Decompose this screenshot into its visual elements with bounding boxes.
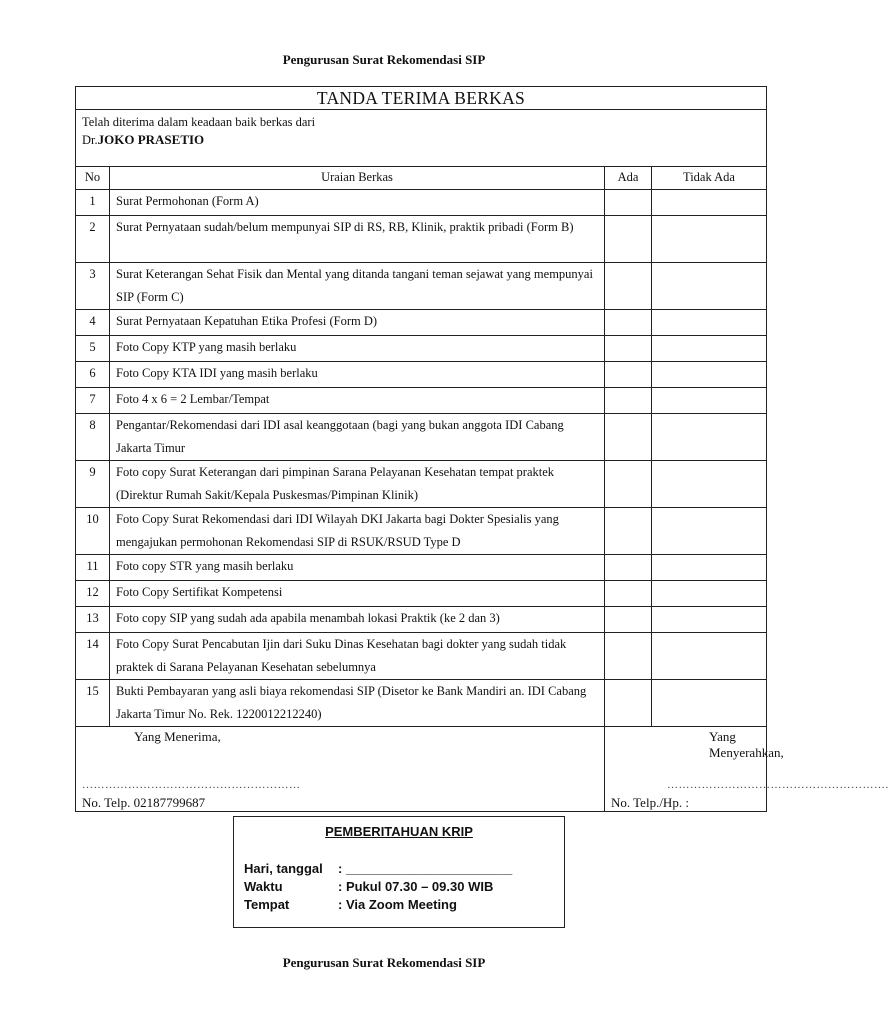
krip-date-label: Hari, tanggal — [244, 861, 323, 876]
column-header-desc: Uraian Berkas — [110, 167, 605, 190]
receiver-signature-line: ………………………………………………… — [82, 779, 301, 791]
item-tidak-ada-checkbox[interactable] — [652, 633, 767, 680]
krip-row-date — [244, 861, 512, 876]
item-description: Foto copy Surat Keterangan dari pimpinan Sarana Pelayanan Kesehatan tempat praktek (Direktur Rumah Sakit/Kepala Puskesmas/Pimpinan Klinik) — [110, 461, 605, 508]
item-tidak-ada-checkbox[interactable] — [652, 680, 767, 727]
item-description: Surat Permohonan (Form A) — [110, 190, 605, 216]
column-header-ada: Ada — [605, 167, 652, 190]
applicant-name: JOKO PRASETIO — [97, 132, 205, 147]
item-ada-checkbox[interactable] — [605, 216, 652, 263]
item-number: 10 — [76, 508, 110, 555]
item-number: 12 — [76, 581, 110, 607]
item-number: 1 — [76, 190, 110, 216]
item-ada-checkbox[interactable] — [605, 336, 652, 362]
item-number: 8 — [76, 414, 110, 461]
submitter-phone: No. Telp./Hp. : — [611, 795, 689, 810]
receiver-cell — [76, 727, 605, 812]
receiver-phone: No. Telp. 02187799687 — [82, 795, 206, 810]
column-header-no: No — [76, 167, 110, 190]
table-header-row — [76, 167, 767, 190]
item-ada-checkbox[interactable] — [605, 680, 652, 727]
table-row — [76, 633, 767, 680]
table-row — [76, 607, 767, 633]
column-header-tidak-ada: Tidak Ada — [652, 167, 767, 190]
item-number: 11 — [76, 555, 110, 581]
item-number: 4 — [76, 310, 110, 336]
krip-time-label: Waktu — [244, 879, 283, 894]
item-ada-checkbox[interactable] — [605, 362, 652, 388]
krip-notice-box — [233, 816, 565, 928]
form-title: TANDA TERIMA BERKAS — [76, 87, 767, 110]
item-description: Surat Pernyataan sudah/belum mempunyai SIP di RS, RB, Klinik, praktik pribadi (Form B) — [110, 216, 605, 263]
received-from-cell — [76, 110, 767, 167]
item-description: Foto copy SIP yang sudah ada apabila menambah lokasi Praktik (ke 2 dan 3) — [110, 607, 605, 633]
krip-place-value: : Via Zoom Meeting — [338, 897, 457, 912]
receipt-form-table — [75, 86, 889, 812]
item-description: Foto Copy Surat Rekomendasi dari IDI Wilayah DKI Jakarta bagi Dokter Spesialis yang mengajukan permohonan Rekomendasi SIP di RSUK/RSUD Type D — [110, 508, 605, 555]
table-row — [76, 555, 767, 581]
krip-time-value: : Pukul 07.30 – 09.30 WIB — [338, 879, 494, 894]
item-tidak-ada-checkbox[interactable] — [652, 461, 767, 508]
received-text: Telah diterima dalam keadaan baik berkas dari — [82, 115, 316, 129]
item-tidak-ada-checkbox[interactable] — [652, 310, 767, 336]
item-tidak-ada-checkbox[interactable] — [652, 263, 767, 310]
item-number: 6 — [76, 362, 110, 388]
krip-row-time — [244, 879, 493, 894]
item-description: Foto Copy KTA IDI yang masih berlaku — [110, 362, 605, 388]
item-ada-checkbox[interactable] — [605, 190, 652, 216]
item-description: Foto 4 x 6 = 2 Lembar/Tempat — [110, 388, 605, 414]
krip-row-place — [244, 897, 457, 912]
item-ada-checkbox[interactable] — [605, 263, 652, 310]
item-ada-checkbox[interactable] — [605, 555, 652, 581]
item-tidak-ada-checkbox[interactable] — [652, 362, 767, 388]
table-row — [76, 508, 767, 555]
table-row — [76, 461, 767, 508]
table-row — [76, 263, 767, 310]
item-tidak-ada-checkbox[interactable] — [652, 555, 767, 581]
table-row — [76, 362, 767, 388]
table-row — [76, 388, 767, 414]
item-ada-checkbox[interactable] — [605, 388, 652, 414]
signature-row — [76, 727, 767, 812]
item-ada-checkbox[interactable] — [605, 461, 652, 508]
table-row — [76, 680, 767, 727]
item-number: 5 — [76, 336, 110, 362]
table-row — [76, 310, 767, 336]
item-tidak-ada-checkbox[interactable] — [652, 216, 767, 263]
item-description: Foto copy STR yang masih berlaku — [110, 555, 605, 581]
item-ada-checkbox[interactable] — [605, 310, 652, 336]
table-row — [76, 581, 767, 607]
item-tidak-ada-checkbox[interactable] — [652, 190, 767, 216]
name-prefix: Dr. — [82, 133, 98, 147]
item-description: Pengantar/Rekomendasi dari IDI asal keanggotaan (bagi yang bukan anggota IDI Cabang Jakarta Timur — [110, 414, 605, 461]
submitter-signature-line: …………………………………………………. — [667, 779, 889, 791]
table-row — [76, 190, 767, 216]
item-ada-checkbox[interactable] — [605, 633, 652, 680]
item-number: 2 — [76, 216, 110, 263]
item-number: 3 — [76, 263, 110, 310]
table-row — [76, 414, 767, 461]
item-description: Surat Keterangan Sehat Fisik dan Mental yang ditanda tangani teman sejawat yang mempunyai SIP (Form C) — [110, 263, 605, 310]
page-footer-title: Pengurusan Surat Rekomendasi SIP — [282, 955, 486, 970]
item-description: Foto Copy Surat Pencabutan Ijin dari Suku Dinas Kesehatan bagi dokter yang sudah tidak praktek di Sarana Pelayanan Kesehatan sebelumnya — [110, 633, 605, 680]
item-description: Foto Copy Sertifikat Kompetensi — [110, 581, 605, 607]
item-number: 13 — [76, 607, 110, 633]
krip-title: PEMBERITAHUAN KRIP — [325, 824, 473, 839]
item-description: Surat Pernyataan Kepatuhan Etika Profesi (Form D) — [110, 310, 605, 336]
item-ada-checkbox[interactable] — [605, 581, 652, 607]
item-tidak-ada-checkbox[interactable] — [652, 581, 767, 607]
item-number: 15 — [76, 680, 110, 727]
item-ada-checkbox[interactable] — [605, 607, 652, 633]
item-number: 7 — [76, 388, 110, 414]
item-tidak-ada-checkbox[interactable] — [652, 607, 767, 633]
item-tidak-ada-checkbox[interactable] — [652, 336, 767, 362]
document-items — [76, 190, 767, 727]
submitter-cell — [605, 727, 889, 812]
table-row — [76, 336, 767, 362]
page-header-title: Pengurusan Surat Rekomendasi SIP — [282, 52, 486, 67]
krip-date-value: : _______________________ — [338, 861, 513, 876]
krip-place-label: Tempat — [244, 897, 290, 912]
item-tidak-ada-checkbox[interactable] — [652, 414, 767, 461]
item-number: 9 — [76, 461, 110, 508]
item-number: 14 — [76, 633, 110, 680]
item-description: Foto Copy KTP yang masih berlaku — [110, 336, 605, 362]
item-ada-checkbox[interactable] — [605, 508, 652, 555]
item-ada-checkbox[interactable] — [605, 414, 652, 461]
item-tidak-ada-checkbox[interactable] — [652, 508, 767, 555]
item-tidak-ada-checkbox[interactable] — [652, 388, 767, 414]
item-description: Bukti Pembayaran yang asli biaya rekomendasi SIP (Disetor ke Bank Mandiri an. IDI Cabang Jakarta Timur No. Rek. 1220012212240) — [110, 680, 605, 727]
table-row — [76, 216, 767, 263]
receiver-label: Yang Menerima, — [134, 729, 221, 744]
submitter-label: Yang Menyerahkan, — [709, 729, 784, 760]
